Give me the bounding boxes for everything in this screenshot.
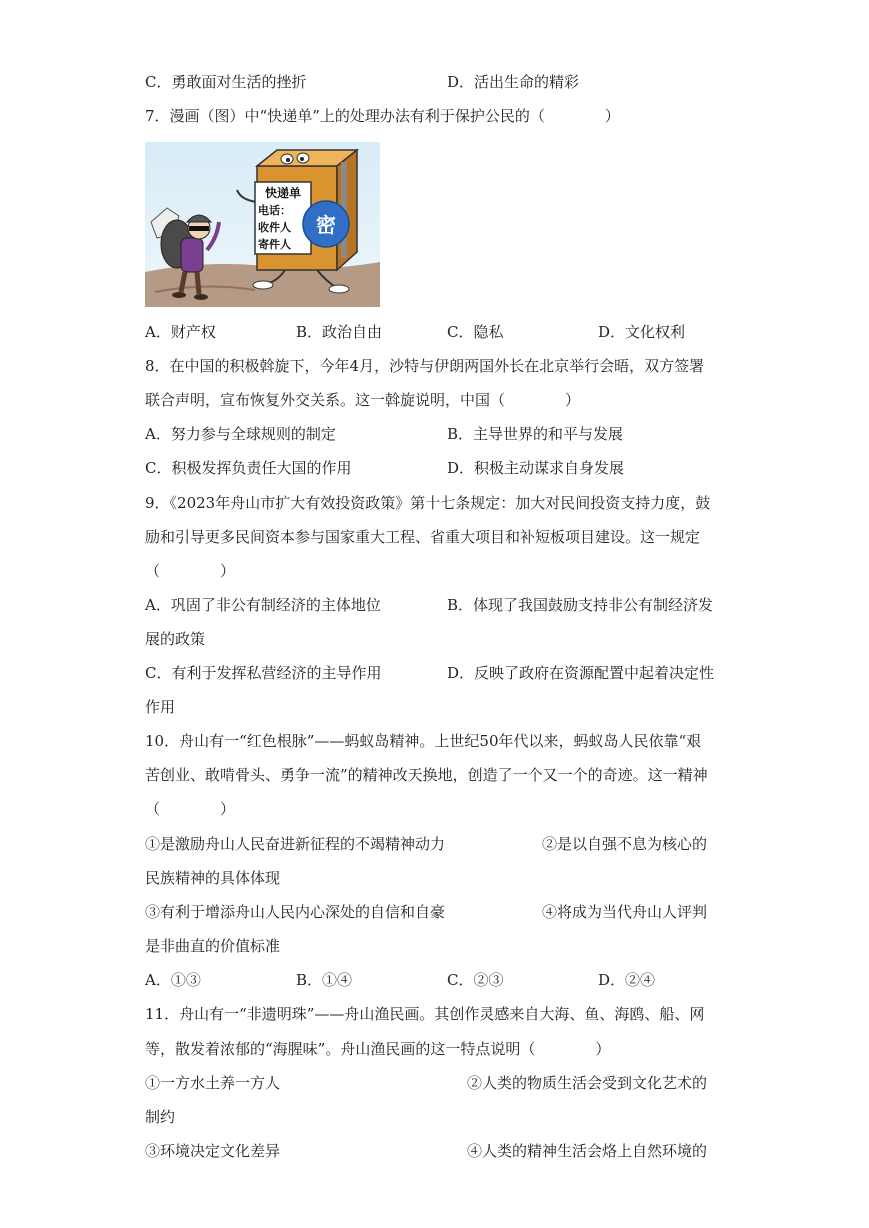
q10-option-d: D．②④	[598, 971, 656, 989]
q7-option-d: D．文化权利	[598, 323, 686, 341]
q11-statement-4: ④人类的精神生活会烙上自然环境的	[467, 1142, 708, 1160]
q10-statement-4-continued: 是非曲直的价值标准	[145, 937, 281, 955]
waybill-label	[255, 182, 311, 254]
express-waybill-cartoon	[145, 142, 380, 307]
q11-statement-2: ②人类的物质生活会受到文化艺术的	[467, 1074, 708, 1092]
q11-statement-2-continued: 制约	[145, 1108, 176, 1126]
q9-stem-line-3: （ ）	[145, 562, 236, 580]
q9-option-c: C．有利于发挥私营经济的主导作用	[145, 664, 382, 682]
waybill-sender: 寄件人	[258, 238, 291, 251]
q7-stem: 7．漫画（图）中“快递单”上的处理办法有利于保护公民的（ ）	[145, 107, 620, 125]
q7-option-b: B．政治自由	[296, 323, 383, 341]
q6-option-c: C．勇敢面对生活的挫折	[145, 73, 307, 91]
q9-option-b-continued: 展的政策	[145, 630, 206, 648]
q10-statement-1: ①是激励舟山人民奋进新征程的不竭精神动力	[145, 835, 446, 853]
q7-option-a: A．财产权	[145, 323, 216, 341]
q6-option-d: D．活出生命的精彩	[447, 73, 580, 91]
q10-statement-4: ④将成为当代舟山人评判	[542, 903, 708, 921]
waybill-receiver: 收件人	[258, 221, 291, 234]
q9-option-d: D．反映了政府在资源配置中起着决定性	[447, 664, 715, 682]
q10-stem-line-3: （ ）	[145, 800, 236, 818]
q9-option-d-continued: 作用	[145, 698, 176, 716]
q8-option-c: C．积极发挥负责任大国的作用	[145, 459, 352, 477]
q10-statement-2: ②是以自强不息为核心的	[542, 835, 708, 853]
q10-stem-line-2: 苦创业、敢啃骨头、勇争一流”的精神改天换地，创造了一个又一个的奇迹。这一精神	[145, 766, 708, 784]
q7-option-c: C．隐私	[447, 323, 504, 341]
q10-statement-3: ③有利于增添舟山人民内心深处的自信和自豪	[145, 903, 446, 921]
q10-stem-line-1: 10．舟山有一“红色根脉”——蚂蚁岛精神。上世纪50年代以来，蚂蚁岛人民依靠“艰	[145, 732, 702, 750]
q10-option-b: B．①④	[296, 971, 353, 989]
q9-stem-line-1: 9．《2023年舟山市扩大有效投资政策》第十七条规定：加大对民间投资支持力度，鼓	[145, 494, 711, 512]
q8-option-d: D．积极主动谋求自身发展	[447, 459, 625, 477]
svg-text:密: 密	[316, 213, 336, 237]
q11-statement-1: ①一方水土养一方人	[145, 1074, 281, 1092]
waybill-phone: 电话：	[258, 204, 291, 217]
q9-stem-line-2: 励和引导更多民间资本参与国家重大工程、省重大项目和补短板项目建设。这一规定	[145, 528, 701, 546]
q9-option-a: A．巩固了非公有制经济的主体地位	[145, 596, 381, 614]
q11-stem-line-1: 11．舟山有一“非遗明珠”——舟山渔民画。其创作灵感来自大海、鱼、海鸥、船、网	[145, 1005, 705, 1023]
q8-option-a: A．努力参与全球规则的制定	[145, 425, 336, 443]
q10-option-c: C．②③	[447, 971, 504, 989]
q11-stem-line-2: 等，散发着浓郁的“海腥味”。舟山渔民画的这一特点说明（ ）	[145, 1040, 611, 1058]
q8-stem-line-1: 8．在中国的积极斡旋下，今年4月，沙特与伊朗两国外长在北京举行会晤，双方签署	[145, 357, 705, 375]
q10-statement-2-continued: 民族精神的具体体现	[145, 869, 281, 887]
secret-seal	[303, 201, 349, 247]
q8-option-b: B．主导世界的和平与发展	[447, 425, 624, 443]
q9-option-b: B．体现了我国鼓励支持非公有制经济发	[447, 596, 714, 614]
q10-option-a: A．①③	[145, 971, 201, 989]
q11-statement-3: ③环境决定文化差异	[145, 1142, 281, 1160]
waybill-title: 快递单	[264, 186, 302, 200]
q8-stem-line-2: 联合声明，宣布恢复外交关系。这一斡旋说明，中国（ ）	[145, 391, 581, 409]
